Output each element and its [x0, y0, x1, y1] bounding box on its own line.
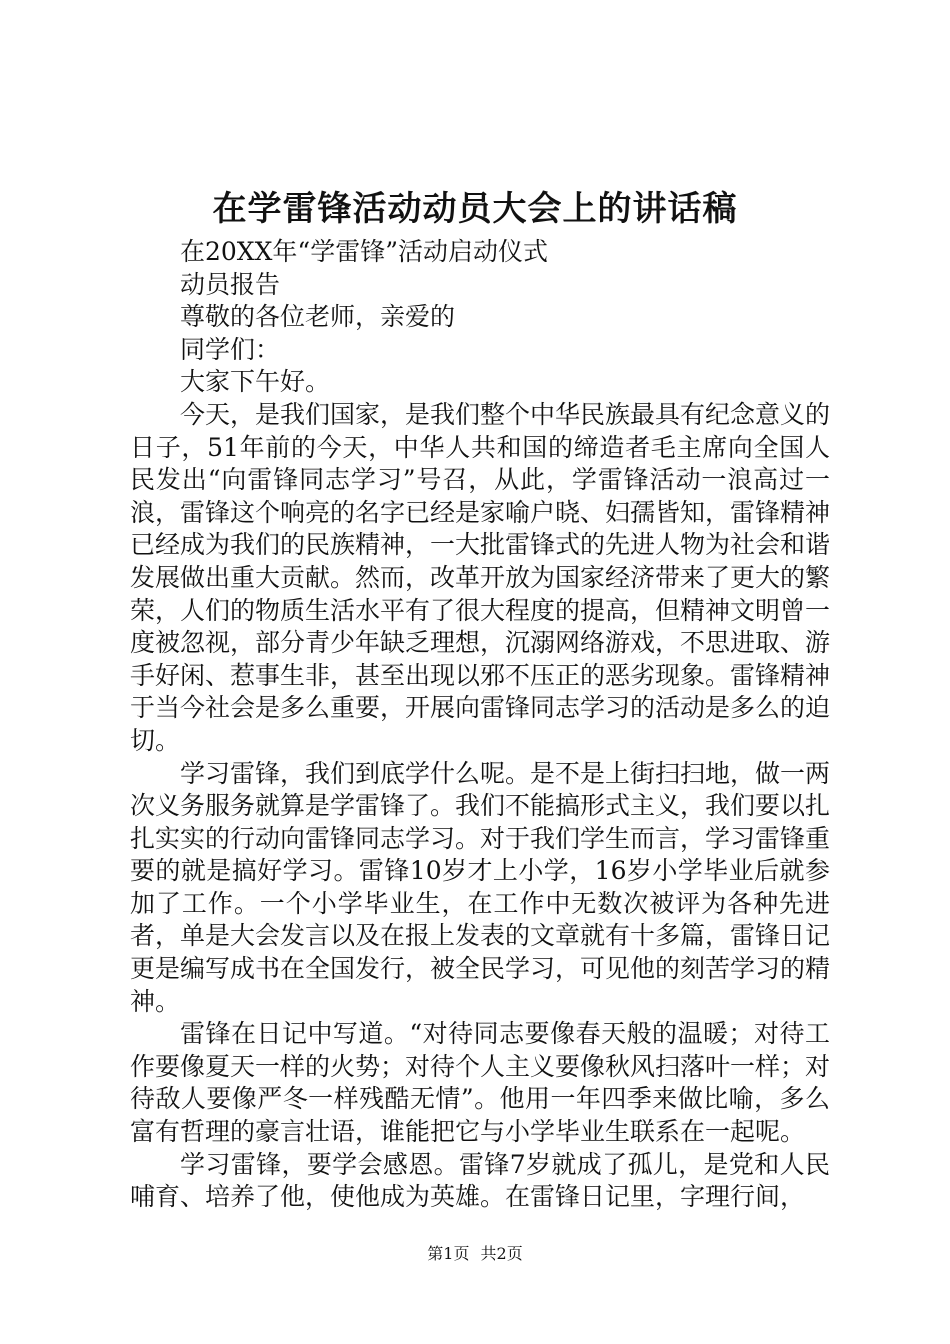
page-number: 第1页	[427, 1244, 470, 1263]
paragraph-heading-1: 在20XX年“学雷锋”活动启动仪式	[180, 237, 548, 266]
document-title: 在学雷锋活动动员大会上的讲话稿	[212, 189, 738, 229]
page-total: 共2页	[480, 1244, 523, 1263]
paragraph-salutation-2: 同学们：	[180, 334, 281, 364]
paragraph-body: 学习雷锋，要学会感恩。雷锋7岁就成了孤儿，是党和人民哺育、培养了他，使他成为英雄。在雷锋日记里，字理行间，	[130, 1149, 830, 1212]
paragraph-heading-2: 动员报告	[180, 269, 281, 299]
paragraph-body: 雷锋在日记中写道。“对待同志要像春天般的温暖；对待工作要像夏天一样的火势；对待个人主义要像秋风扫落叶一样；对待敌人要像严冬一样残酷无情”。他用一年四季来做比喻，多么富有哲理的豪言壮语，谁能把它与小学毕业生联系在一起呢。	[130, 1019, 831, 1147]
page-footer	[0, 1242, 950, 1266]
paragraph-greeting: 大家下午好。	[180, 367, 331, 397]
paragraph-body: 今天，是我们国家，是我们整个中华民族最具有纪念意义的日子，51年前的今天，中华人共和国的缔造者毛主席向全国人民发出“向雷锋同志学习”号召，从此，学雷锋活动一浪高过一浪，雷锋这个响亮的名字已经是家喻户晓、妇孺皆知，雷锋精神已经成为我们的民族精神，一大批雷锋式的先进人物为社会和谐发展做出重大贡献。然而，改革开放为国家经济带来了更大的繁荣，人们的物质生活水平有了很大程度的提高，但精神文明曾一度被忽视，部分青少年缺乏理想，沉溺网络游戏，不思进取、游手好闲、惹事生非，甚至出现以邪不压正的恶劣现象。雷锋精神于当今社会是多么重要，开展向雷锋同志学习的活动是多么的迫切。	[130, 399, 831, 755]
paragraph-body: 学习雷锋，我们到底学什么呢。是不是上街扫扫地，做一两次义务服务就算是学雷锋了。我们不能搞形式主义，我们要以扎扎实实的行动向雷锋同志学习。对于我们学生而言，学习雷锋重要的就是搞好学习。雷锋10岁才上小学，16岁小学毕业后就参加了工作。一个小学毕业生，在工作中无数次被评为各种先进者，单是大会发言以及在报上发表的文章就有十多篇，雷锋日记更是编写成书在全国发行，被全民学习，可见他的刻苦学习的精神。	[130, 758, 831, 1016]
paragraph-salutation-1: 尊敬的各位老师，亲爱的	[180, 302, 456, 332]
document-body	[130, 236, 830, 1214]
